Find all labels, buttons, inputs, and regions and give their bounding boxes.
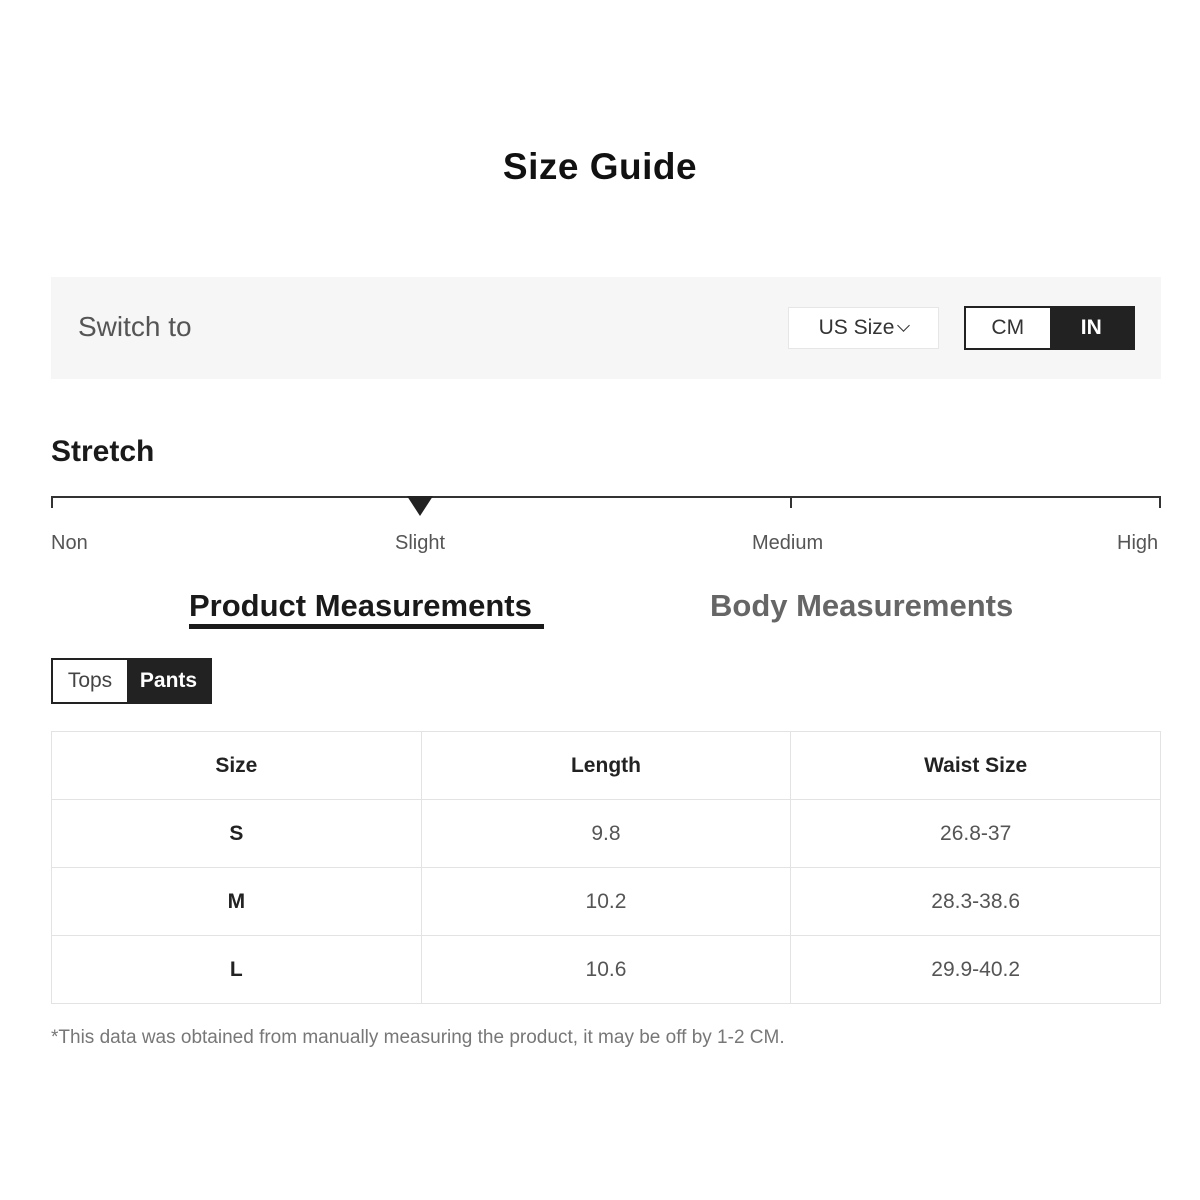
measurement-disclaimer: *This data was obtained from manually measuring the product, it may be off by 1-2 CM. [51, 1027, 785, 1048]
switch-to-label: Switch to [78, 311, 192, 342]
table-header-row [52, 732, 1161, 800]
stretch-marker-icon [407, 496, 433, 516]
category-pants-button[interactable]: Pants [127, 660, 210, 702]
stretch-label-slight: Slight [395, 532, 446, 554]
stretch-label-high: High [1117, 532, 1159, 554]
table-row [52, 936, 1161, 1004]
page-title: Size Guide [502, 146, 698, 187]
size-system-value: US Size [818, 316, 895, 339]
tab-product-measurements[interactable]: Product Measurements [189, 588, 532, 623]
waist-cell: 28.3-38.6 [791, 868, 1161, 936]
stretch-label-non: Non [51, 532, 88, 554]
tab-body-measurements[interactable]: Body Measurements [710, 588, 1014, 623]
size-cell: S [52, 800, 422, 868]
stretch-tick-high [1159, 496, 1161, 508]
unit-in-button[interactable]: IN [1050, 308, 1134, 348]
table-row [52, 868, 1161, 936]
table-row [52, 800, 1161, 868]
size-table [51, 731, 1161, 1004]
unit-cm-button[interactable]: CM [966, 308, 1050, 348]
header-size: Size [52, 732, 422, 800]
size-system-dropdown[interactable] [788, 307, 939, 349]
header-length: Length [421, 732, 791, 800]
stretch-scale [51, 494, 1161, 514]
stretch-tick-non [51, 496, 53, 508]
category-toggle [51, 658, 212, 704]
stretch-heading: Stretch [51, 435, 155, 468]
category-tops-button[interactable]: Tops [53, 660, 127, 702]
length-cell: 10.2 [421, 868, 791, 936]
stretch-tick-medium [790, 496, 792, 508]
length-cell: 9.8 [421, 800, 791, 868]
waist-cell: 26.8-37 [791, 800, 1161, 868]
header-waist-size: Waist Size [791, 732, 1161, 800]
stretch-scale-line [51, 496, 1161, 498]
size-cell: L [52, 936, 422, 1004]
switch-bar [51, 277, 1161, 379]
chevron-down-icon [898, 319, 911, 332]
stretch-label-medium: Medium [752, 532, 824, 554]
waist-cell: 29.9-40.2 [791, 936, 1161, 1004]
size-cell: M [52, 868, 422, 936]
length-cell: 10.6 [421, 936, 791, 1004]
unit-toggle [964, 306, 1135, 350]
active-tab-underline [189, 624, 544, 629]
